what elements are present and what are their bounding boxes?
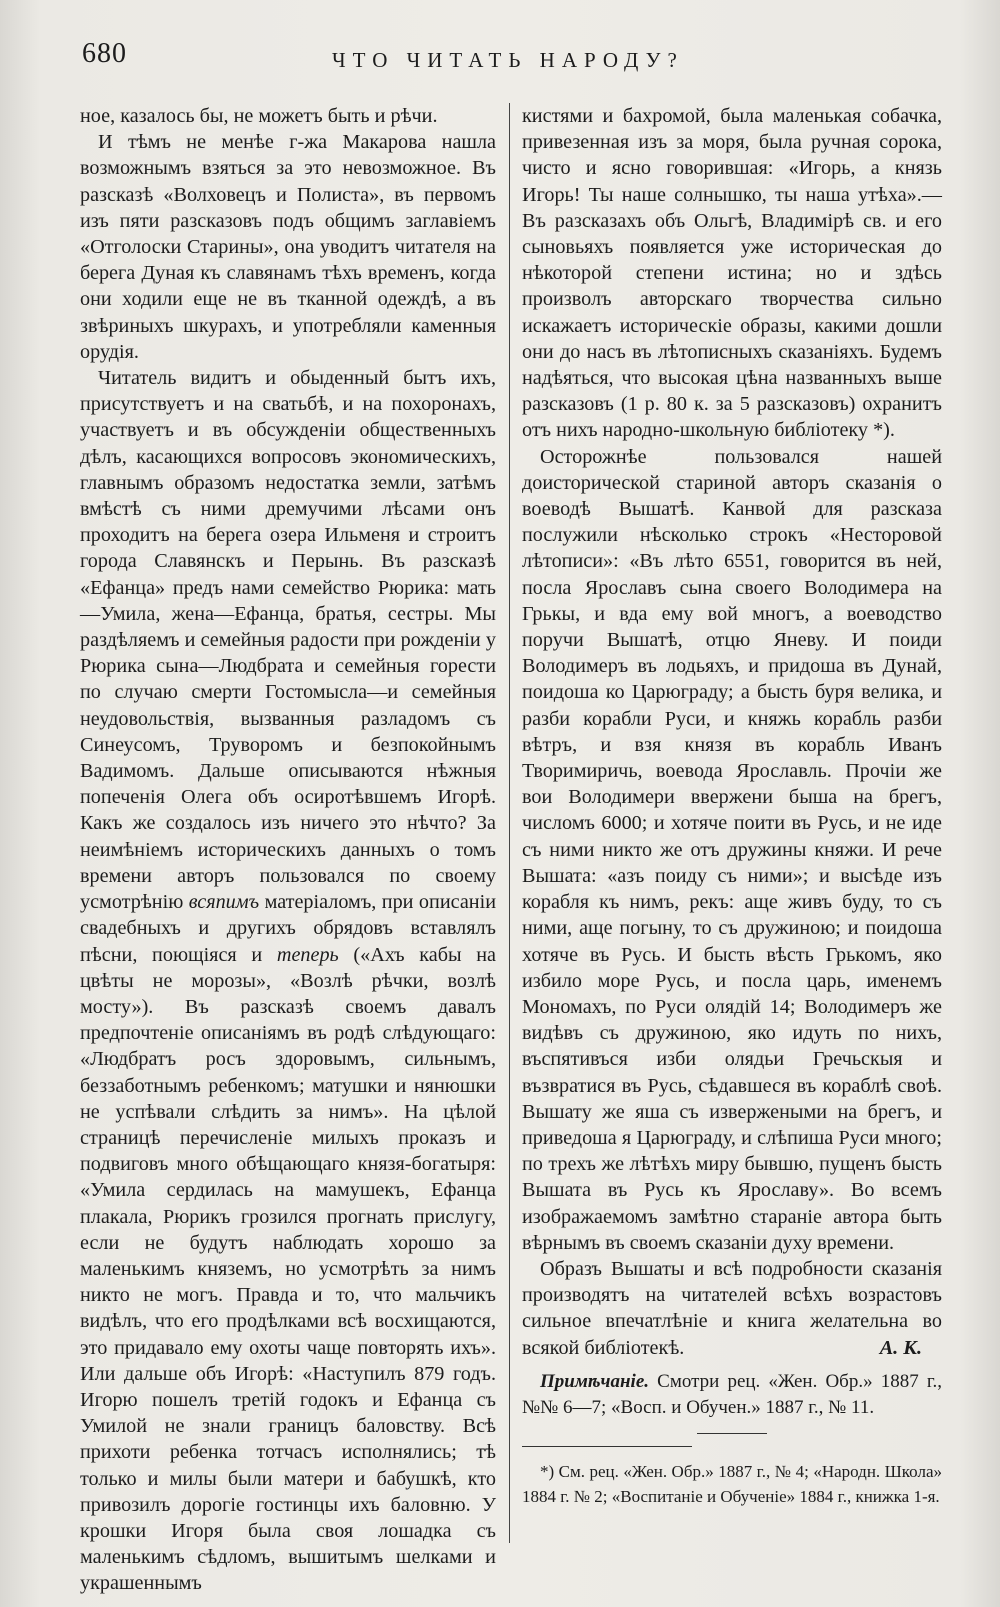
italic-word: теперь — [276, 943, 339, 966]
note-label: Примѣчаніе. — [540, 1370, 650, 1392]
section-rule — [697, 1433, 767, 1434]
note-text: Смотри рец. «Жен. Обр.» 1887 г., №№ 6—7; «Восп. и Обучен.» 1887 г., № 11. — [522, 1370, 943, 1418]
paragraph: И тѣмъ не менѣе г-жа Макарова нашла возможнымъ взяться за это невозможное. Въ разсказѣ «Волховецъ и Полиста», въ первомъ изъ пяти разсказовъ подъ общимъ заглавіемъ «Отголоски Старины», она уводитъ читателя на берега Дуная къ славянамъ тѣхъ временъ, когда они ходили еще не въ тканной одеждѣ, а въ звѣриныхъ шкурахъ, и употребляли каменныя орудія. — [80, 131, 496, 363]
page-number: 680 — [82, 38, 127, 69]
paragraph: Осторожнѣе пользовался нашей доисторической стариной авторъ сказанія о воеводѣ Вышатѣ. Канвой для разсказа послужили нѣсколько строкъ «Несторовой лѣтописи»: «Въ лѣто 6551, говорится въ ней, посла Ярославъ сына своего Володимера на Грькы, и вда ему вой многъ, а воеводство поручи Вышатѣ, отцю Яневу. И поиди Володимеръ въ лодьяхъ, и придоша въ Дунай, поидоша ко Царюграду; а бысть буря велика, и разби корабли Руси, и княжь корабль разби вѣтръ, и взя князя въ корабль Иванъ Творимиричь, воевода Ярославль. Прочіи же вои Володимери ввержени быша на брегъ, числомъ 6000; и хотяче поити въ Русь, и не иде съ ними никто же отъ дружины княжи. И рече Вышата: «азъ поиду съ ними»; и высѣде изъ корабля къ нимъ, рекъ: аще живъ буду, то съ ними, аще погыну, то съ дружиною; и поидоша хотяче въ Русь. И бысть вѣсть Грькомъ, яко избило море Русь, и посла царь, именемъ Мономахъ, по Руси олядій 14; Володимеръ же видѣвъ съ дружиною, яко идуть по нихъ, въспятивъся изби олядьи Гречьскыя и възвратися въ Русь, сѣдавшеся въ кораблѣ своѣ. Вышату же яша съ извержеными на брегъ, и приведоша я Царюграду, и слѣпиша Руси много; по трехъ же лѣтѣхъ миру бывшю, пущенъ бысть Вышата въ Русь къ Ярославу». Во всемъ изображаемомъ замѣтно стараніе автора быть вѣрнымъ въ своемъ сказаніи духу времени. — [522, 445, 942, 1254]
review-note — [522, 1369, 942, 1421]
right-column — [522, 103, 942, 1509]
page-header — [82, 38, 940, 78]
paragraph: кистями и бахромой, была маленькая собачка, привезенная изъ за моря, была ручная сорока, чисто и ясно говорившая: «Игорь, а князь Игорь! Ты наше солнышко, ты наша утѣха».—Въ разсказахъ объ Ольгѣ, Владимірѣ св. и его сыновьяхъ появляется уже историческая до нѣкоторой степени истина; но и здѣсь произволъ авторскаго творчества сильно искажаетъ историческіе образы, какими дошли они до насъ въ лѣтописныхъ сказаніяхъ. Будемъ надѣяться, что высокая цѣна названныхъ выше разсказовъ (1 р. 80 к. за 5 разсказовъ) охранитъ отъ нихъ народно-школьную библіотеку *). — [522, 105, 942, 442]
author-signature: А. К. — [879, 1336, 922, 1359]
text-run: Читатель видитъ и обыденный бытъ ихъ, присутствуетъ и на сватьбѣ, и на похоронахъ, участвуетъ и въ обсужденіи общественныхъ дѣлъ, касающихся вопросовъ экономическихъ, главнымъ образомъ недостатка земли, затѣмъ вмѣстѣ съ ними дремучими лѣсами онъ проходитъ на берега озера Ильменя и строитъ города Славянскъ и Перынь. Въ разсказѣ «Ефанца» предъ нами семейство Рюрика: мать—Умила, жена—Ефанца, братья, сестры. Мы раздѣляемъ и семейныя радости при рожденіи у Рюрика сына—Людбрата и семейныя горести по случаю смерти Гостомысла—и семейныя неудовольствія, вызванныя разладомъ съ Синеусомъ, Труворомъ и безпокойнымъ Вадимомъ. Дальше описываются нѣжныя попеченія Олега объ осиротѣвшемъ Игорѣ. Какъ же создалось изъ ничего это нѣчто? За неимѣніемъ историческихъ данныхъ о томъ времени авторъ пользовался по своему усмотрѣнію — [80, 367, 496, 914]
footnote: *) См. рец. «Жен. Обр.» 1887 г., № 4; «Народн. Школа» 1884 г. № 2; «Воспитаніе и Обученіе» 1884 г., книжка 1-я. — [522, 1462, 942, 1507]
text-run: матеріаломъ, при описаніи свадебныхъ и другихъ обрядовъ вставлялъ пѣсни, поющіяся и — [80, 891, 497, 966]
footnote-rule — [522, 1446, 692, 1447]
paragraph: ное, казалось бы, не можетъ быть и рѣчи. — [80, 105, 438, 127]
column-divider — [509, 103, 510, 1543]
running-title: ЧТО ЧИТАТЬ НАРОДУ? — [332, 48, 684, 72]
text-run: («Ахъ кабы на цвѣты не морозы», «Возлѣ рѣчки, возлѣ мосту»). Въ разсказѣ своемъ давалъ предпочтеніе описаніямъ въ родѣ слѣдующаго: «Людбратъ росъ здоровымъ, сильнымъ, беззаботнымъ ребенкомъ; матушки и нянюшки не успѣвали слѣдить за нимъ». На цѣлой страницѣ перечисленіе милыхъ проказъ и подвиговъ много обѣщающаго князя-богатыря: «Умила сердилась на мамушекъ, Ефанца плакала, Рюрикъ грозился прогнать прислугу, если не будутъ наблюдать хорошо за маленькимъ княземъ, но усмотрѣть за нимъ никто не могъ. Правда и то, что мальчикъ видѣлъ, что его продѣлками всѣ восхищаются, это придавало ему охоты чаще повторять ихъ». Или дальше объ Игорѣ: «Наступилъ 879 годъ. Игорю пошелъ третій годокъ и Ефанца съ Умилой не знали границъ баловству. Всѣ прихоти ребенка тотчасъ исполнялись; тѣ только и милы были матери и бабушкѣ, кто привозилъ дорогіе гостинцы ихъ баловню. У крошки Игоря была своя лошадка съ маленькимъ сѣдломъ, вышитымъ шелками и украшеннымъ — [80, 943, 496, 1595]
italic-word: всяпимъ — [188, 891, 260, 914]
left-column — [80, 103, 496, 1597]
text-run: Образъ Вышаты и всѣ подробности сказанія производятъ на читателей всѣхъ возрастовъ сильное впечатлѣніе и книга желательна во всякой библіотекѣ. — [522, 1257, 942, 1359]
paragraph — [522, 1256, 942, 1361]
paragraph — [80, 365, 496, 1597]
